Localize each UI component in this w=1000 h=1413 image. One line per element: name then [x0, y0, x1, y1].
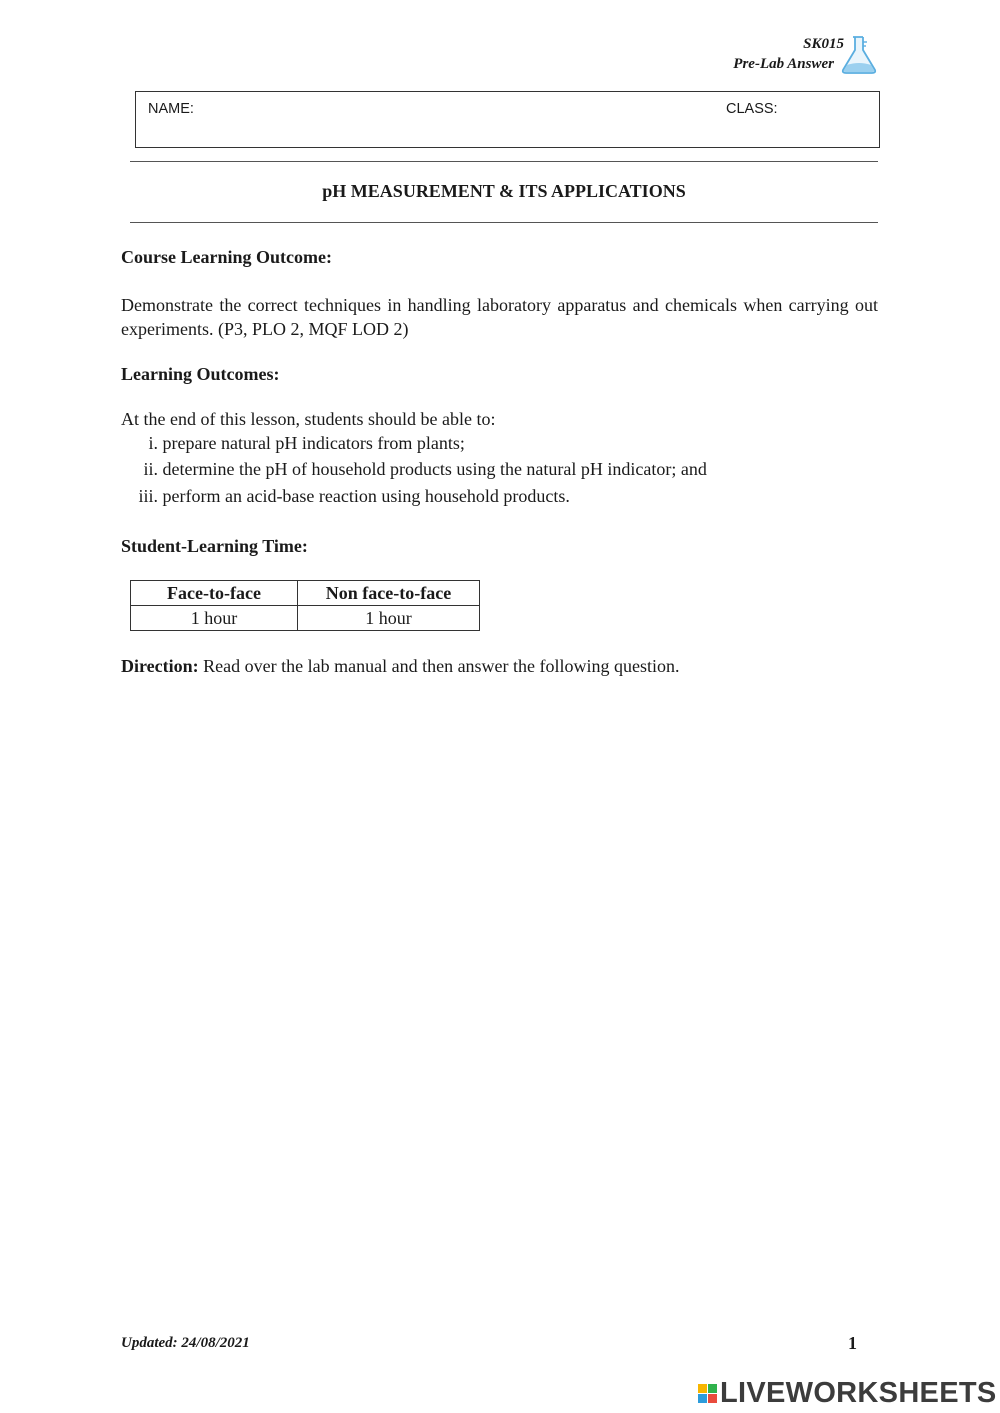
- name-label: NAME:: [148, 101, 194, 117]
- student-learning-time-heading: Student-Learning Time:: [121, 536, 308, 556]
- direction-text: Read over the lab manual and then answer the following question.: [203, 656, 680, 676]
- title-divider-bottom: [130, 222, 878, 223]
- title-divider-top: [130, 161, 878, 162]
- liveworksheets-logo-icon: [698, 1384, 717, 1403]
- logo-square: [698, 1384, 707, 1393]
- item-number: i.: [148, 433, 158, 453]
- item-number: iii.: [138, 486, 158, 506]
- item-text: perform an acid-base reaction using household products.: [162, 486, 570, 506]
- document-type: Pre-Lab Answer: [733, 56, 834, 72]
- updated-date: Updated: 24/08/2021: [121, 1335, 250, 1351]
- item-text: determine the pH of household products using the natural pH indicator; and: [162, 459, 707, 479]
- student-info-box: [135, 91, 880, 148]
- table-cell: 1 hour: [131, 606, 298, 631]
- learning-outcome-item: [121, 459, 707, 480]
- course-code: SK015: [803, 36, 844, 52]
- clo-text: Demonstrate the correct techniques in handling laboratory apparatus and chemicals when carrying out experiments. (P3, PLO 2, MQF LOD 2): [121, 295, 878, 339]
- item-number: ii.: [143, 459, 158, 479]
- page-number: 1: [848, 1333, 857, 1353]
- learning-outcome-item: [121, 433, 465, 454]
- column-header: Non face-to-face: [298, 581, 480, 606]
- direction: [121, 656, 680, 677]
- watermark-text: LIVEWORKSHEETS: [720, 1376, 997, 1409]
- logo-square: [708, 1394, 717, 1403]
- column-header: Face-to-face: [131, 581, 298, 606]
- logo-square: [708, 1384, 717, 1393]
- table-cell: 1 hour: [298, 606, 480, 631]
- student-learning-time-table: [130, 580, 480, 631]
- document-title: pH MEASUREMENT & ITS APPLICATIONS: [322, 181, 686, 201]
- logo-square: [698, 1394, 707, 1403]
- learning-outcome-item: [121, 486, 570, 507]
- table-header-row: [131, 581, 480, 606]
- class-label: CLASS:: [726, 101, 778, 117]
- clo-heading: Course Learning Outcome:: [121, 247, 332, 267]
- liveworksheets-watermark: [698, 1376, 997, 1410]
- learning-outcomes-intro: At the end of this lesson, students should be able to:: [121, 409, 496, 429]
- table-row: [131, 606, 480, 631]
- direction-label: Direction:: [121, 656, 199, 676]
- item-text: prepare natural pH indicators from plants;: [162, 433, 465, 453]
- flask-icon: [838, 34, 880, 76]
- learning-outcomes-heading: Learning Outcomes:: [121, 364, 280, 384]
